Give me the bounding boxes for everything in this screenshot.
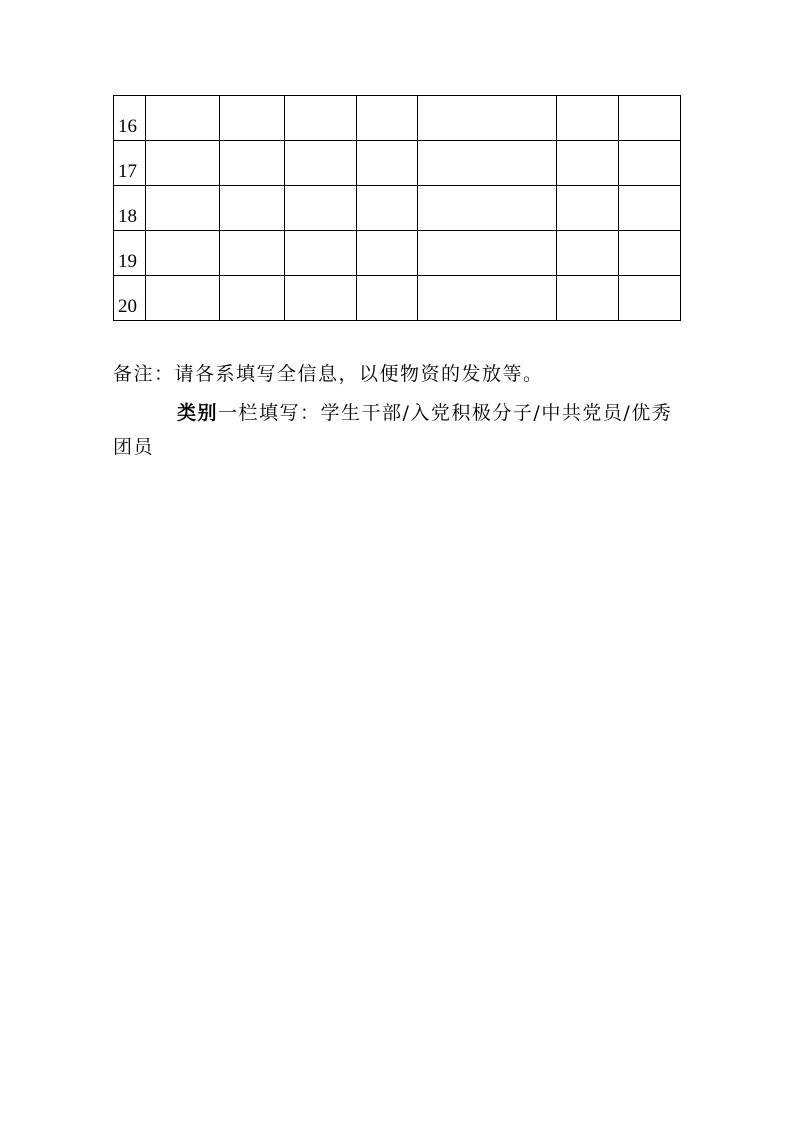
table-cell bbox=[285, 96, 357, 141]
table-cell bbox=[146, 276, 220, 321]
table-cell bbox=[619, 141, 681, 186]
table-cell bbox=[418, 96, 557, 141]
category-instruction bbox=[113, 396, 683, 464]
table-cell bbox=[357, 186, 418, 231]
table-cell bbox=[557, 186, 619, 231]
table-cell bbox=[285, 141, 357, 186]
table-row bbox=[114, 276, 681, 321]
table-row bbox=[114, 231, 681, 276]
registration-table bbox=[113, 95, 681, 321]
row-number: 19 bbox=[114, 231, 146, 276]
table-cell bbox=[557, 231, 619, 276]
table-cell bbox=[418, 276, 557, 321]
table-cell bbox=[418, 231, 557, 276]
remark-line: 备注：请各系填写全信息，以便物资的发放等。 bbox=[113, 363, 544, 385]
table-cell bbox=[619, 186, 681, 231]
table-cell bbox=[619, 96, 681, 141]
table-cell bbox=[220, 141, 285, 186]
table-cell bbox=[285, 231, 357, 276]
table-cell bbox=[220, 231, 285, 276]
table-cell bbox=[146, 96, 220, 141]
row-number: 17 bbox=[114, 141, 146, 186]
table-cell bbox=[285, 186, 357, 231]
table-row bbox=[114, 186, 681, 231]
table-cell bbox=[357, 231, 418, 276]
table-cell bbox=[557, 276, 619, 321]
table-cell bbox=[557, 141, 619, 186]
table-cell bbox=[418, 186, 557, 231]
table-cell bbox=[557, 96, 619, 141]
table-cell bbox=[146, 231, 220, 276]
table-cell bbox=[418, 141, 557, 186]
table-cell bbox=[220, 96, 285, 141]
category-label: 类别 bbox=[177, 402, 219, 424]
table-cell bbox=[220, 186, 285, 231]
table-row bbox=[114, 96, 681, 141]
table-cell bbox=[146, 186, 220, 231]
table-row bbox=[114, 141, 681, 186]
table-cell bbox=[357, 96, 418, 141]
category-text: 一栏填写：学生干部/入党积极分子/中共党员/优秀团员 bbox=[113, 402, 673, 458]
row-number: 18 bbox=[114, 186, 146, 231]
table-cell bbox=[220, 276, 285, 321]
table-cell bbox=[619, 276, 681, 321]
table-cell bbox=[357, 141, 418, 186]
table-cell bbox=[146, 141, 220, 186]
table-cell bbox=[357, 276, 418, 321]
table-cell bbox=[619, 231, 681, 276]
table-cell bbox=[285, 276, 357, 321]
row-number: 20 bbox=[114, 276, 146, 321]
row-number: 16 bbox=[114, 96, 146, 141]
